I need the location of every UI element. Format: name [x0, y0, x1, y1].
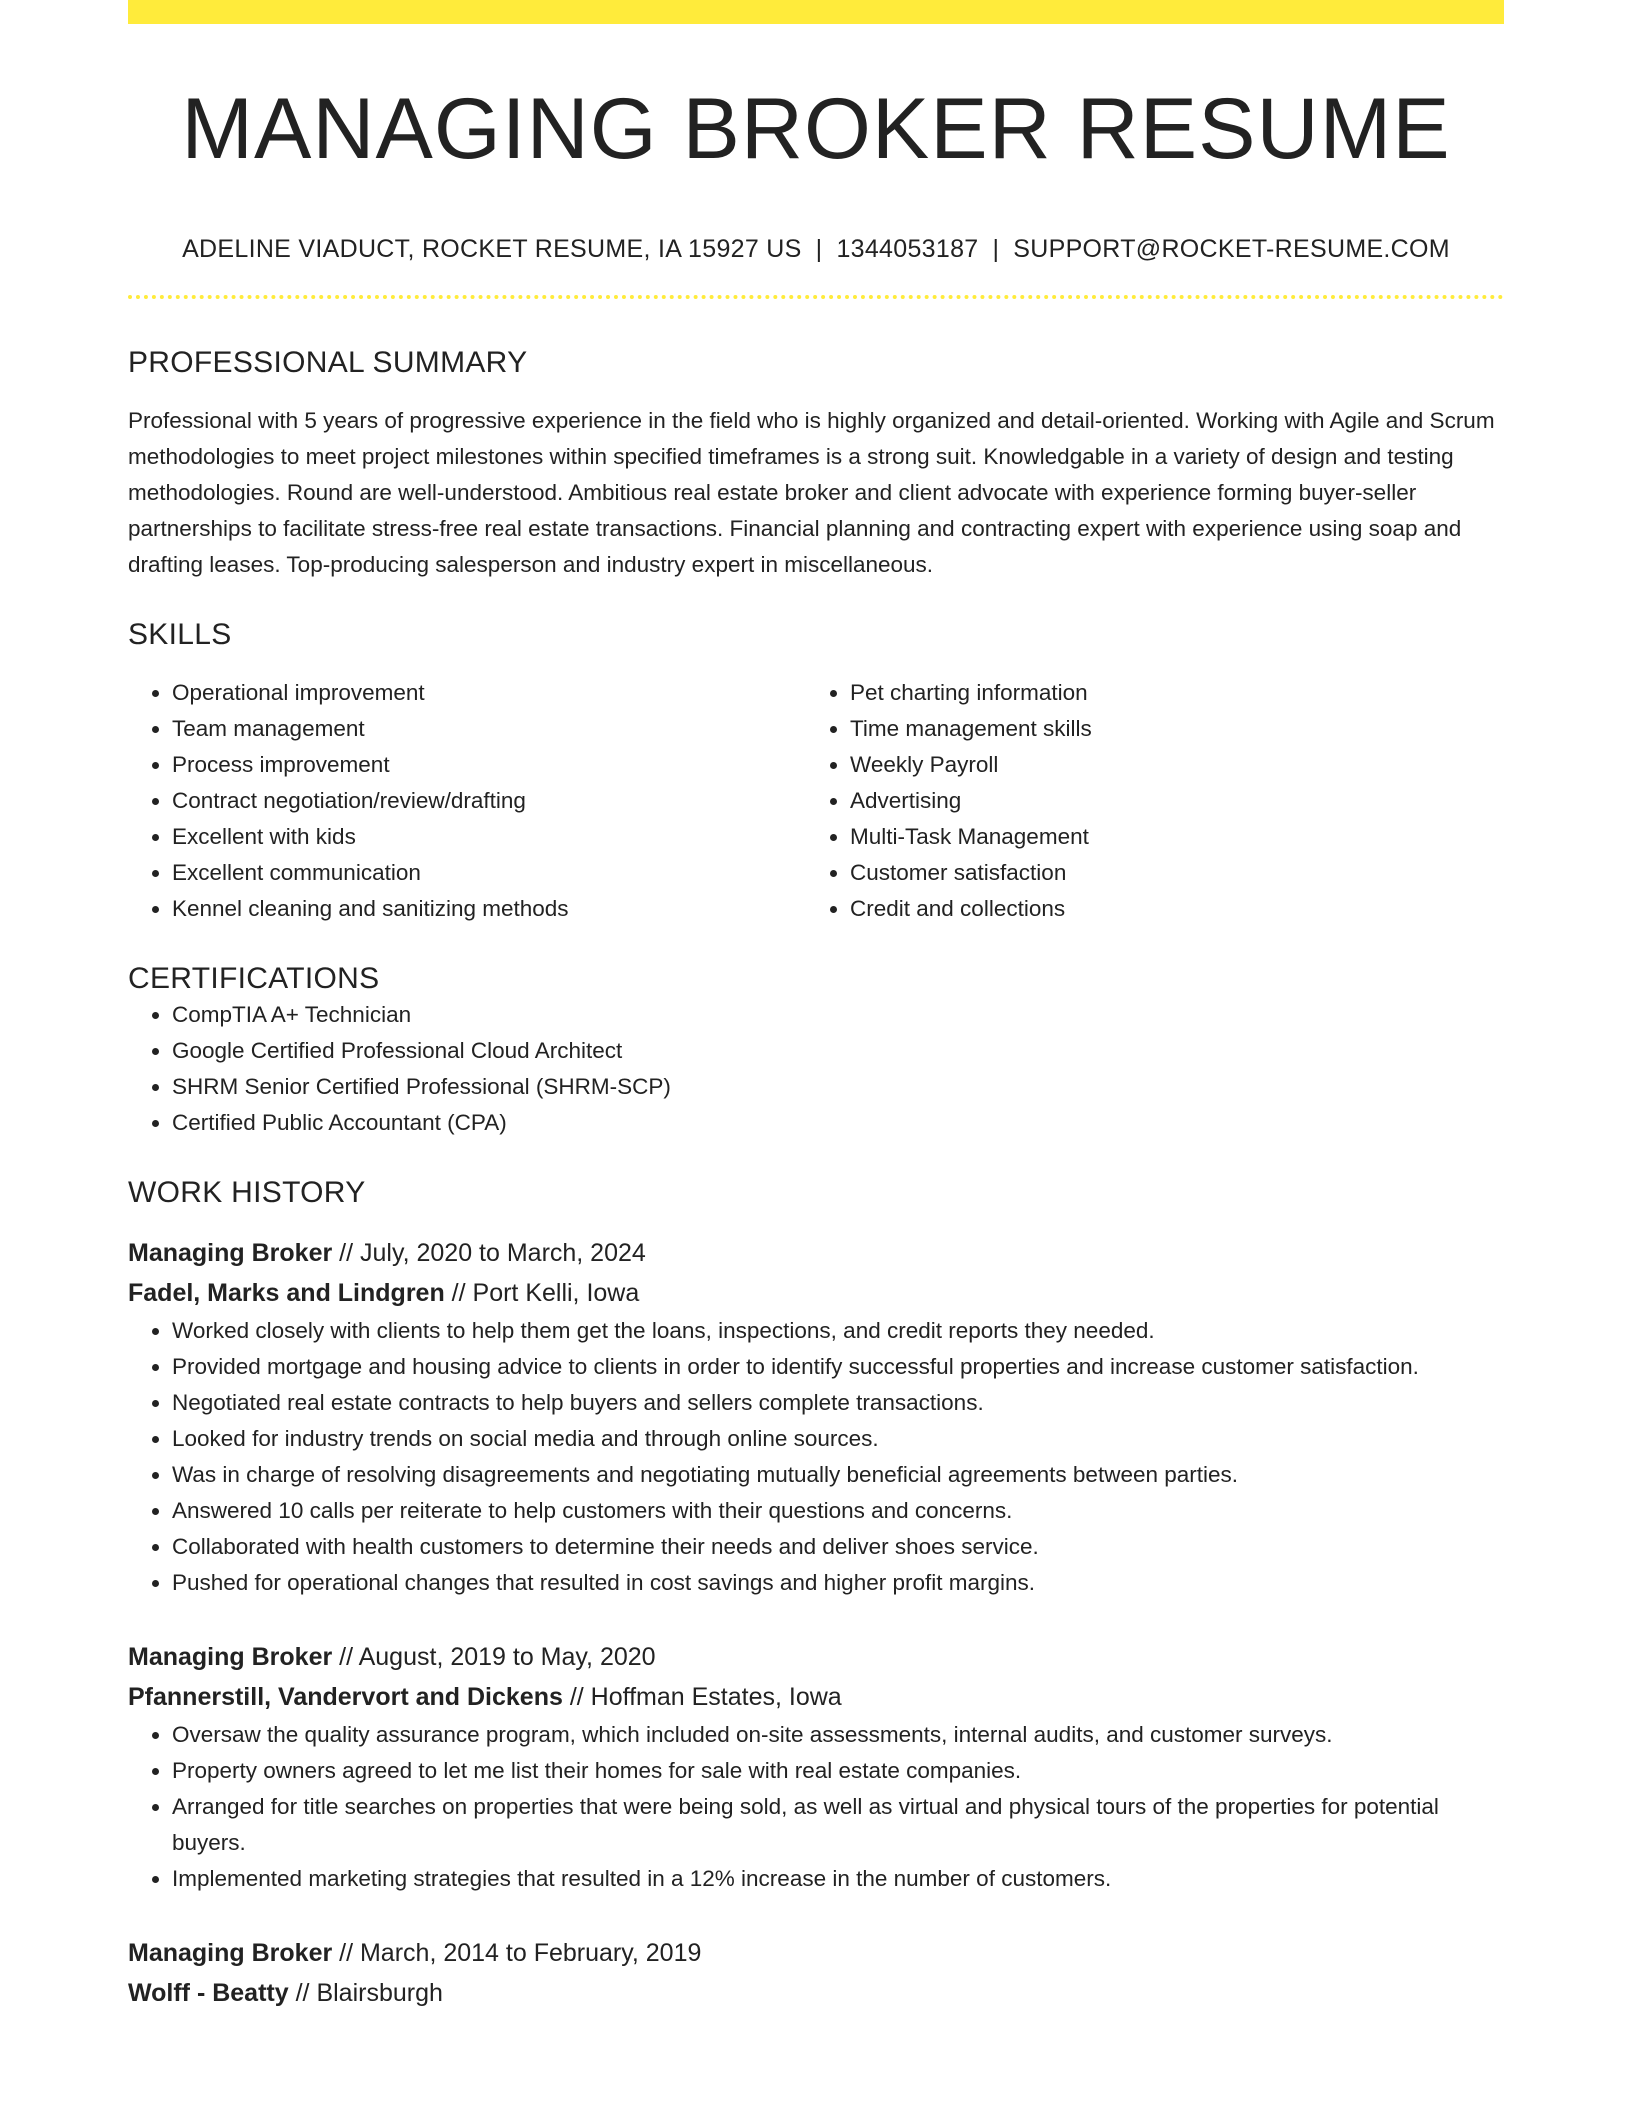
certification-item: • Google Certified Professional Cloud Architect [172, 1033, 1504, 1069]
job-company-line [128, 1273, 1504, 1313]
skill-item: • Excellent with kids [172, 819, 806, 855]
job-bullet: • Answered 10 calls per reiterate to help customers with their questions and concerns. [172, 1493, 1504, 1529]
job-bullet: • Negotiated real estate contracts to help buyers and sellers complete transactions. [172, 1385, 1504, 1421]
job-title: Managing Broker [128, 1939, 333, 1968]
job-title: Managing Broker [128, 1239, 333, 1268]
job-bullet: • Was in charge of resolving disagreements and negotiating mutually beneficial agreements between parties. [172, 1457, 1504, 1493]
contact-phone: 1344053187 [836, 234, 979, 263]
job-location: // Hoffman Estates, Iowa [562, 1683, 842, 1712]
skill-item: • Excellent communication [172, 855, 806, 891]
job-bullet: • Provided mortgage and housing advice to clients in order to identify successful properties and increase customer satisfaction. [172, 1349, 1504, 1385]
job-bullet: • Pushed for operational changes that resulted in cost savings and higher profit margins. [172, 1565, 1504, 1601]
job-bullet: • Implemented marketing strategies that resulted in a 12% increase in the number of customers. [172, 1861, 1504, 1897]
job-bullet: • Looked for industry trends on social media and through online sources. [172, 1421, 1504, 1457]
skill-item: • Pet charting information [850, 675, 1484, 711]
contact-line [128, 233, 1504, 266]
summary-text: Professional with 5 years of progressive experience in the field who is highly organized and detail-oriented. Working with Agile and Scrum methodologies to meet project milestones within specified timeframes is a strong suit. Knowledgable in a variety of design and testing methodologies. Round are well-understood. Ambitious real estate broker and client advocate with experience forming buyer-seller partnerships to facilitate stress-free real estate transactions. Financial planning and contracting expert with experience using soap and drafting leases. Top-producing salesperson and industry expert in miscellaneous. [128, 408, 1495, 578]
job-bullet: • Arranged for title searches on properties that were being sold, as well as virtual and physical tours of the properties for potential buyers. [172, 1789, 1504, 1861]
job-bullets [128, 1313, 1504, 1601]
skill-item: • Credit and collections [850, 891, 1484, 927]
skills-column-right [806, 675, 1484, 927]
skill-item: • Operational improvement [172, 675, 806, 711]
contact-address: ADELINE VIADUCT, ROCKET RESUME, IA 15927 US [182, 234, 802, 263]
job-location: // Blairsburgh [288, 1979, 443, 2008]
certification-item: • CompTIA A+ Technician [172, 997, 1504, 1033]
job-bullet: • Property owners agreed to let me list their homes for sale with real estate companies. [172, 1753, 1504, 1789]
job-title-line [128, 1933, 1504, 1973]
skill-item: • Weekly Payroll [850, 747, 1484, 783]
job-entry [128, 1233, 1504, 1601]
job-company-line [128, 1677, 1504, 1717]
certification-item: • Certified Public Accountant (CPA) [172, 1105, 1504, 1141]
skill-item: • Contract negotiation/review/drafting [172, 783, 806, 819]
skills-heading: SKILLS [128, 618, 232, 652]
certifications-heading: CERTIFICATIONS [128, 962, 380, 996]
job-company: Pfannerstill, Vandervort and Dickens [128, 1683, 563, 1712]
job-dates: // July, 2020 to March, 2024 [332, 1239, 646, 1268]
job-dates: // August, 2019 to May, 2020 [332, 1643, 656, 1672]
accent-top-bar [128, 0, 1504, 24]
skill-item: • Process improvement [172, 747, 806, 783]
job-bullet: • Worked closely with clients to help them get the loans, inspections, and credit reports they needed. [172, 1313, 1504, 1349]
job-bullet: • Oversaw the quality assurance program, which included on-site assessments, internal audits, and customer surveys. [172, 1717, 1504, 1753]
job-title: Managing Broker [128, 1643, 333, 1672]
skills-list-left [128, 675, 806, 927]
job-entry [128, 1933, 1504, 2013]
job-bullet: • Collaborated with health customers to determine their needs and deliver shoes service. [172, 1529, 1504, 1565]
job-company: Wolff - Beatty [128, 1979, 289, 2008]
job-title-line [128, 1637, 1504, 1677]
certifications-list [128, 997, 1504, 1141]
skills-list-right [806, 675, 1484, 927]
contact-separator: | [992, 234, 1000, 263]
skill-item: • Advertising [850, 783, 1484, 819]
job-location: // Port Kelli, Iowa [444, 1279, 640, 1308]
job-entry [128, 1637, 1504, 1897]
resume-title: MANAGING BROKER RESUME [181, 81, 1451, 177]
resume-page [128, 0, 1504, 2013]
skill-item: • Team management [172, 711, 806, 747]
skills-columns [128, 675, 1504, 927]
job-title-line [128, 1233, 1504, 1273]
job-company: Fadel, Marks and Lindgren [128, 1279, 445, 1308]
skill-item: • Customer satisfaction [850, 855, 1484, 891]
certification-item: • SHRM Senior Certified Professional (SHRM-SCP) [172, 1069, 1504, 1105]
skills-column-left [128, 675, 806, 927]
job-bullets [128, 1717, 1504, 1897]
skill-item: • Time management skills [850, 711, 1484, 747]
summary-heading: PROFESSIONAL SUMMARY [128, 346, 528, 380]
contact-email: SUPPORT@ROCKET-RESUME.COM [1013, 234, 1450, 263]
job-company-line [128, 1973, 1504, 2013]
contact-separator: | [815, 234, 823, 263]
skill-item: • Kennel cleaning and sanitizing methods [172, 891, 806, 927]
work-history-heading: WORK HISTORY [128, 1176, 366, 1210]
skill-item: • Multi-Task Management [850, 819, 1484, 855]
dotted-divider [128, 295, 1504, 299]
job-dates: // March, 2014 to February, 2019 [332, 1939, 702, 1968]
